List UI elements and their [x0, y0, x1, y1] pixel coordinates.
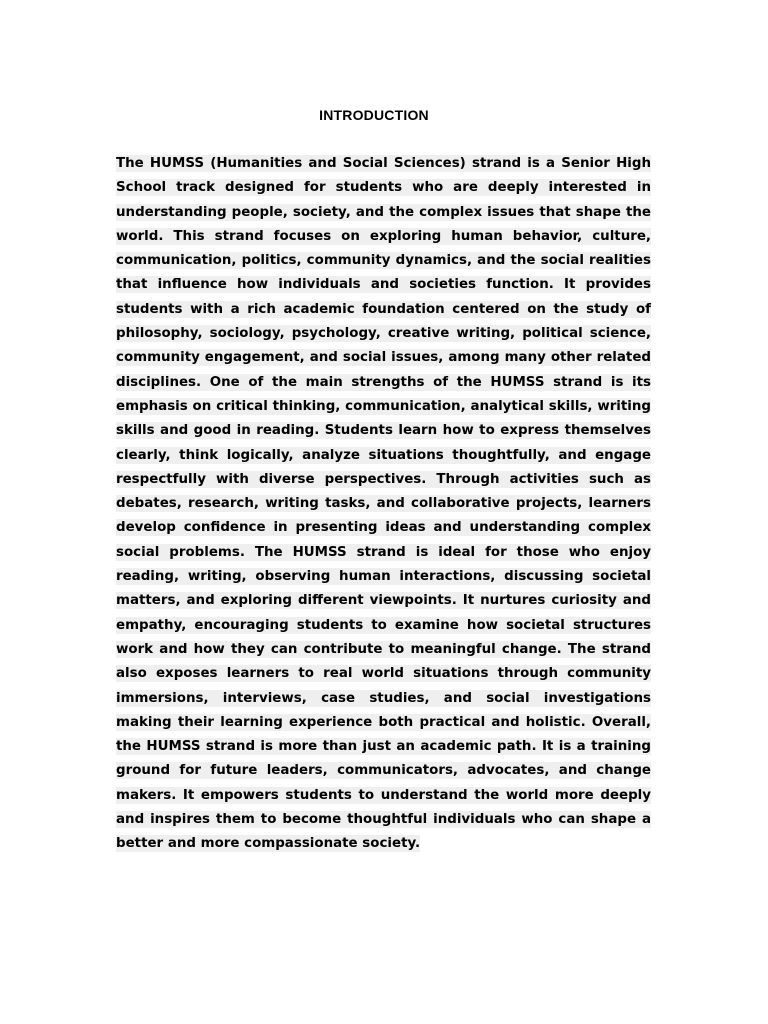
body-paragraph	[116, 152, 651, 857]
body-paragraph-text: The HUMSS (Humanities and Social Sciences) strand is a Senior High School track designed for students who are deeply interested in understanding people, society, and the complex issues that shape the world. This strand focuses on exploring human behavior, culture, communication, politics, community dynamics, and the social realities that influence how individuals and societies function. It provides students with a rich academic foundation centered on the study of philosophy, sociology, psychology, creative writing, political science, community engagement, and social issues, among many other related disciplines. One of the main strengths of the HUMSS strand is its emphasis on critical thinking, communication, analytical skills, writing skills and good in reading. Students learn how to express themselves clearly, think logically, analyze situations thoughtfully, and engage respectfully with diverse perspectives. Through activities such as debates, research, writing tasks, and collaborative projects, learners develop confidence in presenting ideas and understanding complex social problems. The HUMSS strand is ideal for those who enjoy reading, writing, observing human interactions, discussing societal matters, and exploring different viewpoints. It nurtures curiosity and empathy, encouraging students to examine how societal structures work and how they can contribute to meaningful change. The strand also exposes learners to real world situations through community immersions, interviews, case studies, and social investigations making their learning experience both practical and holistic. Overall, the HUMSS strand is more than just an academic path. It is a training ground for future leaders, communicators, advocates, and change makers. It empowers students to understand the world more deeply and inspires them to become thoughtful individuals who can shape a better and more compassionate society.	[116, 156, 651, 852]
document-title: INTRODUCTION	[319, 107, 429, 123]
